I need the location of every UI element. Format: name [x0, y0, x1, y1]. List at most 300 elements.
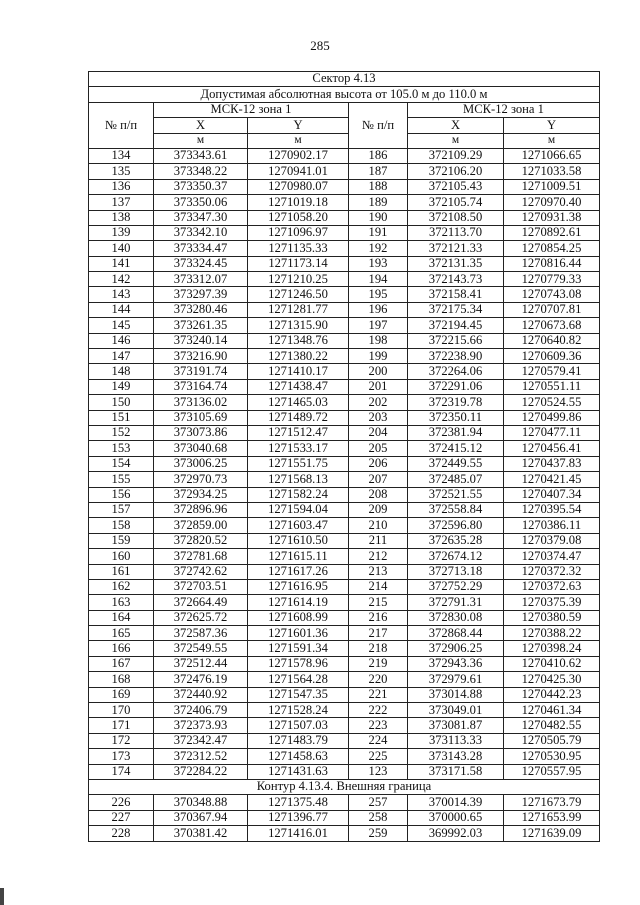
- contour-title: Контур 4.13.4. Внешняя граница: [89, 779, 600, 794]
- right-x-value: 372449.55: [408, 456, 504, 471]
- left-y-value: 1271281.77: [248, 302, 349, 317]
- right-point-number: 123: [349, 764, 408, 779]
- right-y-value: 1270386.11: [504, 518, 600, 533]
- right-point-number: 259: [349, 826, 408, 841]
- table-row: [89, 472, 600, 487]
- left-point-number: 168: [89, 672, 154, 687]
- left-point-number: 148: [89, 364, 154, 379]
- left-point-number: 135: [89, 164, 154, 179]
- right-point-number: 219: [349, 656, 408, 671]
- left-point-number: 136: [89, 179, 154, 194]
- right-x-value: 369992.03: [408, 826, 504, 841]
- right-y-value: 1270379.08: [504, 533, 600, 548]
- left-point-number: 174: [89, 764, 154, 779]
- right-y-value: 1270551.11: [504, 379, 600, 394]
- right-point-number: 257: [349, 795, 408, 810]
- right-point-number: 207: [349, 472, 408, 487]
- right-x-value: 372238.90: [408, 349, 504, 364]
- left-y-value: 1271431.63: [248, 764, 349, 779]
- left-y-value: 1271315.90: [248, 318, 349, 333]
- right-x-value: 372381.94: [408, 425, 504, 440]
- right-point-number: 258: [349, 810, 408, 825]
- right-x-value: 372105.43: [408, 179, 504, 194]
- left-x-value: 372970.73: [154, 472, 248, 487]
- table-row: [89, 764, 600, 779]
- right-point-number: 217: [349, 626, 408, 641]
- table-row: [89, 302, 600, 317]
- right-y-value: 1271639.09: [504, 826, 600, 841]
- right-x-value: 372291.06: [408, 379, 504, 394]
- left-x-value: 373073.86: [154, 425, 248, 440]
- right-y-value: 1271009.51: [504, 179, 600, 194]
- left-x-value: 373343.61: [154, 148, 248, 163]
- left-point-number: 160: [89, 549, 154, 564]
- left-y-value: 1271246.50: [248, 287, 349, 302]
- right-point-number: 223: [349, 718, 408, 733]
- table-row: [89, 579, 600, 594]
- right-point-number: 188: [349, 179, 408, 194]
- header-row-system: [89, 102, 600, 117]
- right-y-value: 1270407.34: [504, 487, 600, 502]
- right-y-value: 1270505.79: [504, 733, 600, 748]
- left-y-value: 1271058.20: [248, 210, 349, 225]
- right-point-number: 206: [349, 456, 408, 471]
- right-point-number: 200: [349, 364, 408, 379]
- right-point-number: 224: [349, 733, 408, 748]
- left-point-number: 150: [89, 395, 154, 410]
- left-point-number: 163: [89, 595, 154, 610]
- left-y-value: 1271591.34: [248, 641, 349, 656]
- table-row: [89, 749, 600, 764]
- table-row: [89, 318, 600, 333]
- left-x-value: 373261.35: [154, 318, 248, 333]
- table-row: [89, 441, 600, 456]
- left-y-value: 1271617.26: [248, 564, 349, 579]
- table-row: [89, 148, 600, 163]
- left-x-value: 370367.94: [154, 810, 248, 825]
- table-row: [89, 425, 600, 440]
- right-y-unit: м: [504, 133, 600, 148]
- right-y-value: 1271066.65: [504, 148, 600, 163]
- right-point-number: 214: [349, 579, 408, 594]
- altitude-note: Допустимая абсолютная высота от 105.0 м до 110.0 м: [89, 87, 600, 102]
- left-x-value: 372284.22: [154, 764, 248, 779]
- right-x-value: 372830.08: [408, 610, 504, 625]
- right-point-number: 197: [349, 318, 408, 333]
- right-point-number: 208: [349, 487, 408, 502]
- left-x-value: 373348.22: [154, 164, 248, 179]
- right-y-value: 1270707.81: [504, 302, 600, 317]
- left-y-value: 1271458.63: [248, 749, 349, 764]
- right-y-value: 1270398.24: [504, 641, 600, 656]
- right-y-value: 1270524.55: [504, 395, 600, 410]
- table-row: [89, 672, 600, 687]
- left-point-number: 158: [89, 518, 154, 533]
- left-point-number: 145: [89, 318, 154, 333]
- left-point-number: 140: [89, 241, 154, 256]
- right-system-header: МСК-12 зона 1: [408, 102, 600, 117]
- left-x-value: 372703.51: [154, 579, 248, 594]
- table-row: [89, 210, 600, 225]
- left-y-value: 1271594.04: [248, 502, 349, 517]
- table-row: [89, 595, 600, 610]
- table-row: [89, 502, 600, 517]
- left-point-number: 152: [89, 425, 154, 440]
- left-x-value: 373164.74: [154, 379, 248, 394]
- table-row: [89, 241, 600, 256]
- left-y-value: 1271582.24: [248, 487, 349, 502]
- left-y-value: 1271410.17: [248, 364, 349, 379]
- left-point-number: 171: [89, 718, 154, 733]
- left-x-value: 373312.07: [154, 272, 248, 287]
- right-x-value: 372350.11: [408, 410, 504, 425]
- right-point-number: 199: [349, 349, 408, 364]
- left-x-value: 373280.46: [154, 302, 248, 317]
- right-x-value: 372143.73: [408, 272, 504, 287]
- right-point-number: 190: [349, 210, 408, 225]
- right-point-number: 215: [349, 595, 408, 610]
- right-x-value: 372264.06: [408, 364, 504, 379]
- right-x-value: 372106.20: [408, 164, 504, 179]
- left-y-value: 1271533.17: [248, 441, 349, 456]
- left-x-value: 372373.93: [154, 718, 248, 733]
- right-y-value: 1270442.23: [504, 687, 600, 702]
- left-system-header: МСК-12 зона 1: [154, 102, 349, 117]
- right-x-value: 372215.66: [408, 333, 504, 348]
- left-point-number: 142: [89, 272, 154, 287]
- left-y-value: 1271616.95: [248, 579, 349, 594]
- contour-rows: [89, 795, 600, 841]
- left-point-number: 226: [89, 795, 154, 810]
- right-y-value: 1270437.83: [504, 456, 600, 471]
- right-x-value: 373014.88: [408, 687, 504, 702]
- scan-edge-mark: [0, 888, 4, 905]
- right-y-value: 1270743.08: [504, 287, 600, 302]
- right-y-value: 1270854.25: [504, 241, 600, 256]
- table-row: [89, 179, 600, 194]
- table-row: [89, 410, 600, 425]
- table-row: [89, 225, 600, 240]
- table-row: [89, 533, 600, 548]
- right-point-number: 194: [349, 272, 408, 287]
- left-point-number: 162: [89, 579, 154, 594]
- sector-title-row: [89, 72, 600, 87]
- right-x-value: 372868.44: [408, 626, 504, 641]
- right-point-number: 201: [349, 379, 408, 394]
- left-x-value: 370348.88: [154, 795, 248, 810]
- left-y-value: 1271615.11: [248, 549, 349, 564]
- left-x-value: 373006.25: [154, 456, 248, 471]
- left-point-number: 151: [89, 410, 154, 425]
- left-x-unit: м: [154, 133, 248, 148]
- table-row: [89, 656, 600, 671]
- left-y-value: 1271551.75: [248, 456, 349, 471]
- right-x-value: 372121.33: [408, 241, 504, 256]
- right-x-value: 372635.28: [408, 533, 504, 548]
- right-x-value: 372109.29: [408, 148, 504, 163]
- right-point-number: 218: [349, 641, 408, 656]
- left-x-value: 372587.36: [154, 626, 248, 641]
- left-y-header: Y: [248, 118, 349, 133]
- left-point-number: 157: [89, 502, 154, 517]
- right-y-value: 1270477.11: [504, 425, 600, 440]
- table-row: [89, 287, 600, 302]
- right-y-value: 1270970.40: [504, 195, 600, 210]
- right-y-value: 1270557.95: [504, 764, 600, 779]
- left-x-value: 372476.19: [154, 672, 248, 687]
- left-point-number: 228: [89, 826, 154, 841]
- right-y-value: 1270372.32: [504, 564, 600, 579]
- left-y-value: 1271614.19: [248, 595, 349, 610]
- right-y-value: 1270779.33: [504, 272, 600, 287]
- contour-section: [89, 779, 600, 794]
- left-x-value: 372859.00: [154, 518, 248, 533]
- left-point-number: 227: [89, 810, 154, 825]
- left-y-value: 1271019.18: [248, 195, 349, 210]
- table-row: [89, 349, 600, 364]
- left-y-value: 1270941.01: [248, 164, 349, 179]
- right-y-value: 1270372.63: [504, 579, 600, 594]
- left-point-number: 137: [89, 195, 154, 210]
- left-y-value: 1271489.72: [248, 410, 349, 425]
- left-y-value: 1271135.33: [248, 241, 349, 256]
- right-point-number: 189: [349, 195, 408, 210]
- right-x-value: 373113.33: [408, 733, 504, 748]
- left-x-value: 372342.47: [154, 733, 248, 748]
- altitude-row: [89, 87, 600, 102]
- left-x-value: 372549.55: [154, 641, 248, 656]
- right-y-value: 1270640.82: [504, 333, 600, 348]
- right-y-value: 1271653.99: [504, 810, 600, 825]
- right-x-value: 372485.07: [408, 472, 504, 487]
- right-point-number: 221: [349, 687, 408, 702]
- right-x-value: 372558.84: [408, 502, 504, 517]
- right-x-value: 373143.28: [408, 749, 504, 764]
- left-point-number: 156: [89, 487, 154, 502]
- right-y-value: 1270380.59: [504, 610, 600, 625]
- right-y-value: 1270388.22: [504, 626, 600, 641]
- right-y-value: 1270892.61: [504, 225, 600, 240]
- left-x-value: 373334.47: [154, 241, 248, 256]
- right-y-value: 1270461.34: [504, 703, 600, 718]
- right-y-value: 1270374.47: [504, 549, 600, 564]
- left-point-number: 146: [89, 333, 154, 348]
- table-row: [89, 456, 600, 471]
- right-x-value: 370014.39: [408, 795, 504, 810]
- left-y-value: 1271416.01: [248, 826, 349, 841]
- left-x-value: 373105.69: [154, 410, 248, 425]
- left-x-header: X: [154, 118, 248, 133]
- right-point-number: 186: [349, 148, 408, 163]
- table-row: [89, 733, 600, 748]
- left-point-number: 170: [89, 703, 154, 718]
- header-row-units: [89, 133, 600, 148]
- table-row: [89, 564, 600, 579]
- left-point-number: 138: [89, 210, 154, 225]
- left-point-number: 153: [89, 441, 154, 456]
- left-y-unit: м: [248, 133, 349, 148]
- left-y-value: 1271375.48: [248, 795, 349, 810]
- table-row: [89, 518, 600, 533]
- right-y-value: 1270410.62: [504, 656, 600, 671]
- right-y-value: 1270421.45: [504, 472, 600, 487]
- left-point-number: 166: [89, 641, 154, 656]
- left-x-value: 372934.25: [154, 487, 248, 502]
- table-row: [89, 610, 600, 625]
- right-x-value: 372415.12: [408, 441, 504, 456]
- right-x-value: 372158.41: [408, 287, 504, 302]
- table-row: [89, 687, 600, 702]
- left-x-value: 373350.06: [154, 195, 248, 210]
- right-x-value: 372108.50: [408, 210, 504, 225]
- table-row: [89, 272, 600, 287]
- table-row: [89, 164, 600, 179]
- left-y-value: 1271578.96: [248, 656, 349, 671]
- left-x-value: 372625.72: [154, 610, 248, 625]
- table-row: [89, 333, 600, 348]
- table-row: [89, 703, 600, 718]
- left-point-number: 155: [89, 472, 154, 487]
- left-point-number: 144: [89, 302, 154, 317]
- left-y-value: 1271512.47: [248, 425, 349, 440]
- table-row: [89, 379, 600, 394]
- left-y-value: 1271608.99: [248, 610, 349, 625]
- left-y-value: 1271483.79: [248, 733, 349, 748]
- right-y-value: 1270530.95: [504, 749, 600, 764]
- table-row: [89, 256, 600, 271]
- right-y-value: 1270482.55: [504, 718, 600, 733]
- contour-title-row: [89, 779, 600, 794]
- left-x-value: 373240.14: [154, 333, 248, 348]
- right-point-number: 204: [349, 425, 408, 440]
- right-y-value: 1270395.54: [504, 502, 600, 517]
- left-x-value: 373350.37: [154, 179, 248, 194]
- left-num-header: № п/п: [89, 102, 154, 148]
- right-x-value: 372319.78: [408, 395, 504, 410]
- left-x-value: 373040.68: [154, 441, 248, 456]
- table-row: [89, 718, 600, 733]
- left-y-value: 1271507.03: [248, 718, 349, 733]
- left-y-value: 1271173.14: [248, 256, 349, 271]
- left-x-value: 373216.90: [154, 349, 248, 364]
- right-num-header: № п/п: [349, 102, 408, 148]
- right-y-value: 1271033.58: [504, 164, 600, 179]
- left-y-value: 1271601.36: [248, 626, 349, 641]
- right-y-value: 1270609.36: [504, 349, 600, 364]
- page-number: 285: [310, 38, 330, 53]
- right-x-value: 372521.55: [408, 487, 504, 502]
- right-y-value: 1270816.44: [504, 256, 600, 271]
- right-x-value: 372906.25: [408, 641, 504, 656]
- left-x-value: 373324.45: [154, 256, 248, 271]
- left-point-number: 172: [89, 733, 154, 748]
- left-y-value: 1271547.35: [248, 687, 349, 702]
- right-point-number: 222: [349, 703, 408, 718]
- left-point-number: 161: [89, 564, 154, 579]
- left-y-value: 1271380.22: [248, 349, 349, 364]
- left-point-number: 134: [89, 148, 154, 163]
- left-point-number: 167: [89, 656, 154, 671]
- left-point-number: 154: [89, 456, 154, 471]
- left-y-value: 1271528.24: [248, 703, 349, 718]
- sector-title: Сектор 4.13: [89, 72, 600, 87]
- left-x-value: 372664.49: [154, 595, 248, 610]
- right-point-number: 198: [349, 333, 408, 348]
- right-point-number: 196: [349, 302, 408, 317]
- right-x-value: 372791.31: [408, 595, 504, 610]
- left-x-value: 372896.96: [154, 502, 248, 517]
- left-y-value: 1271348.76: [248, 333, 349, 348]
- right-x-value: 370000.65: [408, 810, 504, 825]
- left-point-number: 165: [89, 626, 154, 641]
- table-row: [89, 626, 600, 641]
- left-y-value: 1270902.17: [248, 148, 349, 163]
- left-y-value: 1271465.03: [248, 395, 349, 410]
- table-row: [89, 195, 600, 210]
- left-x-value: 372820.52: [154, 533, 248, 548]
- right-point-number: 212: [349, 549, 408, 564]
- right-point-number: 187: [349, 164, 408, 179]
- table-row: [89, 641, 600, 656]
- left-y-value: 1271603.47: [248, 518, 349, 533]
- right-x-value: 372752.29: [408, 579, 504, 594]
- right-x-value: 372175.34: [408, 302, 504, 317]
- table-row: [89, 826, 600, 841]
- right-y-value: 1270931.38: [504, 210, 600, 225]
- right-x-value: 372105.74: [408, 195, 504, 210]
- right-point-number: 205: [349, 441, 408, 456]
- left-x-value: 373297.39: [154, 287, 248, 302]
- left-y-value: 1271096.97: [248, 225, 349, 240]
- right-x-value: 372194.45: [408, 318, 504, 333]
- table-row: [89, 549, 600, 564]
- right-point-number: 225: [349, 749, 408, 764]
- right-y-value: 1270673.68: [504, 318, 600, 333]
- left-x-value: 372781.68: [154, 549, 248, 564]
- left-y-value: 1271438.47: [248, 379, 349, 394]
- left-point-number: 169: [89, 687, 154, 702]
- right-point-number: 191: [349, 225, 408, 240]
- right-point-number: 192: [349, 241, 408, 256]
- right-y-value: 1270579.41: [504, 364, 600, 379]
- right-y-value: 1270375.39: [504, 595, 600, 610]
- right-point-number: 213: [349, 564, 408, 579]
- left-point-number: 147: [89, 349, 154, 364]
- right-y-value: 1271673.79: [504, 795, 600, 810]
- right-point-number: 220: [349, 672, 408, 687]
- right-point-number: 209: [349, 502, 408, 517]
- right-x-value: 372943.36: [408, 656, 504, 671]
- right-point-number: 195: [349, 287, 408, 302]
- main-rows: [89, 148, 600, 779]
- left-point-number: 143: [89, 287, 154, 302]
- left-point-number: 149: [89, 379, 154, 394]
- right-x-value: 372596.80: [408, 518, 504, 533]
- left-x-value: 372312.52: [154, 749, 248, 764]
- right-x-header: X: [408, 118, 504, 133]
- right-x-value: 372113.70: [408, 225, 504, 240]
- table-row: [89, 364, 600, 379]
- right-point-number: 210: [349, 518, 408, 533]
- table-row: [89, 487, 600, 502]
- left-y-value: 1271610.50: [248, 533, 349, 548]
- right-point-number: 193: [349, 256, 408, 271]
- table-row: [89, 810, 600, 825]
- right-y-value: 1270499.86: [504, 410, 600, 425]
- left-x-value: 373347.30: [154, 210, 248, 225]
- right-point-number: 202: [349, 395, 408, 410]
- left-point-number: 139: [89, 225, 154, 240]
